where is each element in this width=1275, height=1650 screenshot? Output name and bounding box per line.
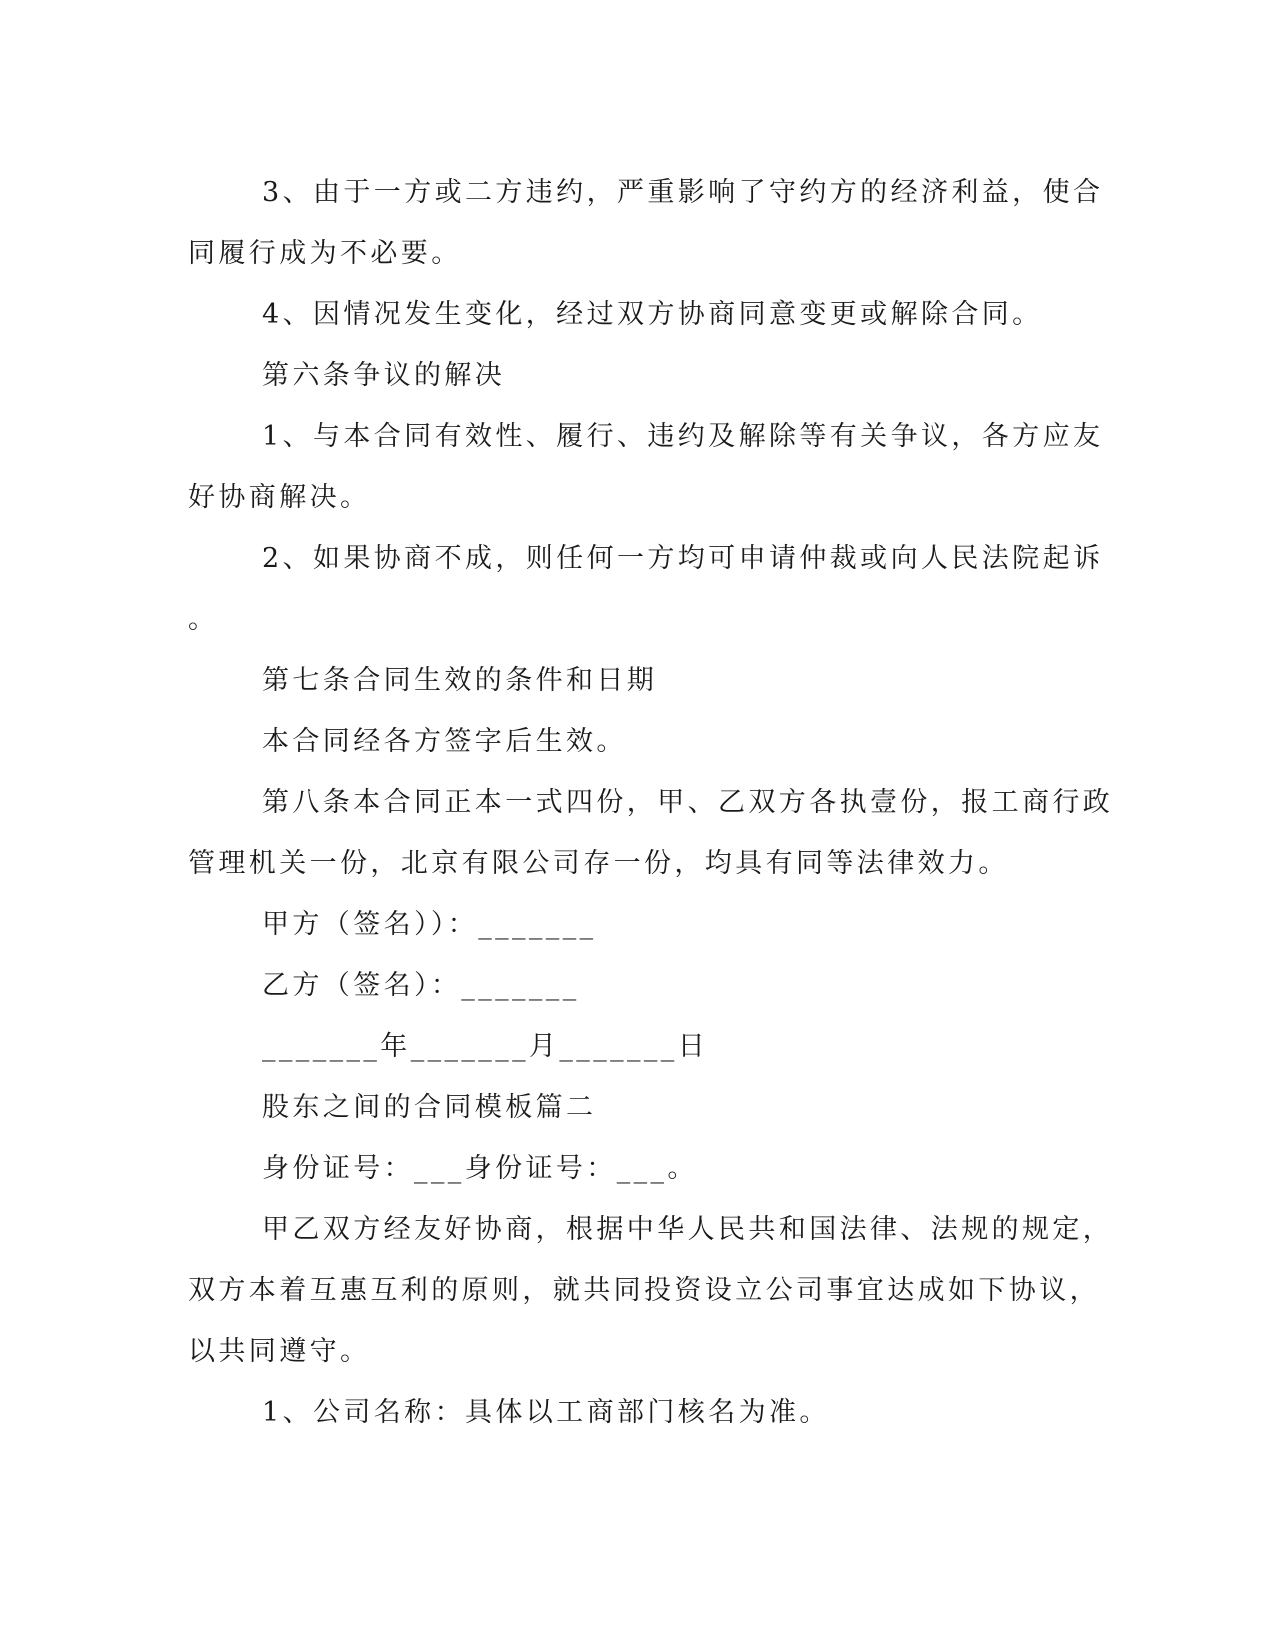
preamble-line-3: 以共同遵守。: [188, 1336, 371, 1367]
article-8-line-1: 第八条本合同正本一式四份，甲、乙双方各执壹份，报工商行政: [262, 787, 1114, 818]
article-8-line-2: 管理机关一份，北京有限公司存一份，均具有同等法律效力。: [188, 848, 1009, 879]
article-7-body: 本合同经各方签字后生效。: [262, 726, 627, 757]
preamble-line-2: 双方本着互惠互利的原则，就共同投资设立公司事宜达成如下协议，: [188, 1275, 1100, 1306]
clause-5-4: 4、因情况发生变化，经过双方协商同意变更或解除合同。: [262, 299, 1043, 330]
party-a-signature: 甲方（签名））：_______: [262, 909, 597, 940]
section-title-part-2: 股东之间的合同模板篇二: [262, 1092, 597, 1123]
clause-5-3-line-2: 同履行成为不必要。: [188, 238, 462, 269]
clause-6-2-line-2: 。: [188, 604, 219, 635]
clause-6-1-line-2: 好协商解决。: [188, 482, 371, 513]
preamble-line-1: 甲乙双方经友好协商，根据中华人民共和国法律、法规的规定，: [262, 1214, 1114, 1245]
company-name-clause: 1、公司名称：具体以工商部门核名为准。: [262, 1397, 830, 1428]
clause-6-1-line-1: 1、与本合同有效性、履行、违约及解除等有关争议，各方应友: [262, 421, 1104, 452]
signing-date: _______年_______月_______日: [262, 1031, 709, 1062]
clause-6-2-line-1: 2、如果协商不成，则任何一方均可申请仲裁或向人民法院起诉: [262, 543, 1104, 574]
id-number-fields: 身份证号：___身份证号：___。: [262, 1153, 698, 1184]
party-b-signature: 乙方（签名）：_______: [262, 970, 580, 1001]
article-7-heading: 第七条合同生效的条件和日期: [262, 665, 658, 696]
article-6-heading: 第六条争议的解决: [262, 360, 506, 391]
clause-5-3-line-1: 3、由于一方或二方违约，严重影响了守约方的经济利益，使合: [262, 177, 1104, 208]
document-body: [188, 162, 1114, 1443]
